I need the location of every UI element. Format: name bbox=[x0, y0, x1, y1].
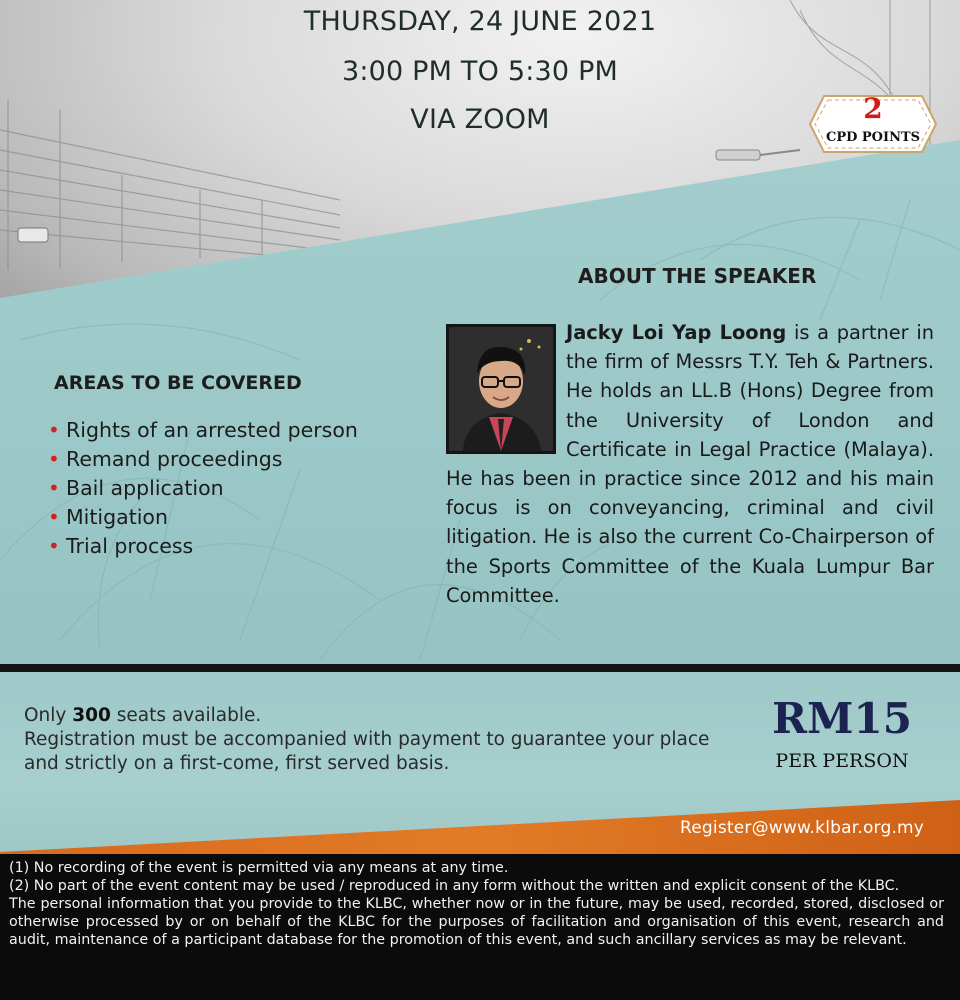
footer-disclaimer bbox=[9, 859, 944, 949]
speaker-name: Jacky Loi Yap Loong bbox=[566, 321, 787, 344]
speaker-bio-text: is a partner in the firm of Messrs T.Y. Teh & Partners. He holds an LL.B (Hons) Degree from the University of London and Certificate in Legal Practice (Malaya). He has been in practice since 2012 and his main focus is on conveyancing, criminal and civil litigation. He is also the current Co-Chairperson of the Sports Committee of the Kuala Lumpur Bar Committee. bbox=[446, 321, 934, 607]
event-time: 3:00 PM TO 5:30 PM bbox=[341, 56, 619, 87]
list-item: • Rights of an arrested person bbox=[48, 416, 358, 445]
footer-line-3: The personal information that you provide to the KLBC, whether now or in the future, may be used, recorded, stored, disclosed or otherwise processed by or on behalf of the KLBC for the purposes of facilitation and organisation of this event, research and audit, maintenance of a participant database for the promotion of this event, and such ancillary services as may be relevant. bbox=[9, 896, 944, 948]
footer-line-1: (1) No recording of the event is permitted via any means at any time. bbox=[9, 860, 509, 876]
cpd-points-number: 2 bbox=[863, 92, 883, 125]
areas-heading: AREAS TO BE COVERED bbox=[54, 372, 302, 394]
event-venue: VIA ZOOM bbox=[410, 104, 550, 135]
seats-info: Only 300 seats available. bbox=[24, 705, 262, 726]
list-item: • Trial process bbox=[48, 532, 358, 561]
bullet-icon: • bbox=[48, 534, 60, 558]
list-item: • Bail application bbox=[48, 474, 358, 503]
areas-list bbox=[48, 416, 358, 561]
speaker-bio bbox=[446, 318, 934, 610]
price-unit: PER PERSON bbox=[775, 750, 909, 772]
section-divider bbox=[0, 664, 960, 672]
cpd-badge bbox=[808, 90, 938, 158]
registration-link[interactable]: Register@www.klbar.org.my bbox=[680, 818, 925, 838]
bullet-icon: • bbox=[48, 418, 60, 442]
registration-note: Registration must be accompanied with payment to guarantee your place and strictly on a first-come, first served basis. bbox=[24, 729, 710, 774]
photo-spacer bbox=[446, 318, 566, 464]
bullet-icon: • bbox=[48, 505, 60, 529]
bullet-icon: • bbox=[48, 447, 60, 471]
list-item: • Remand proceedings bbox=[48, 445, 358, 474]
cpd-points-label: CPD POINTS bbox=[825, 130, 921, 145]
seats-count: 300 bbox=[72, 705, 111, 726]
registration-info bbox=[24, 704, 724, 776]
footer-line-2: (2) No part of the event content may be used / reproduced in any form without the written and explicit consent of the KLBC. bbox=[9, 878, 900, 894]
event-date: THURSDAY, 24 JUNE 2021 bbox=[303, 6, 657, 37]
speaker-heading: ABOUT THE SPEAKER bbox=[578, 264, 817, 288]
price: RM15 bbox=[772, 694, 912, 743]
bullet-icon: • bbox=[48, 476, 60, 500]
list-item: • Mitigation bbox=[48, 503, 358, 532]
